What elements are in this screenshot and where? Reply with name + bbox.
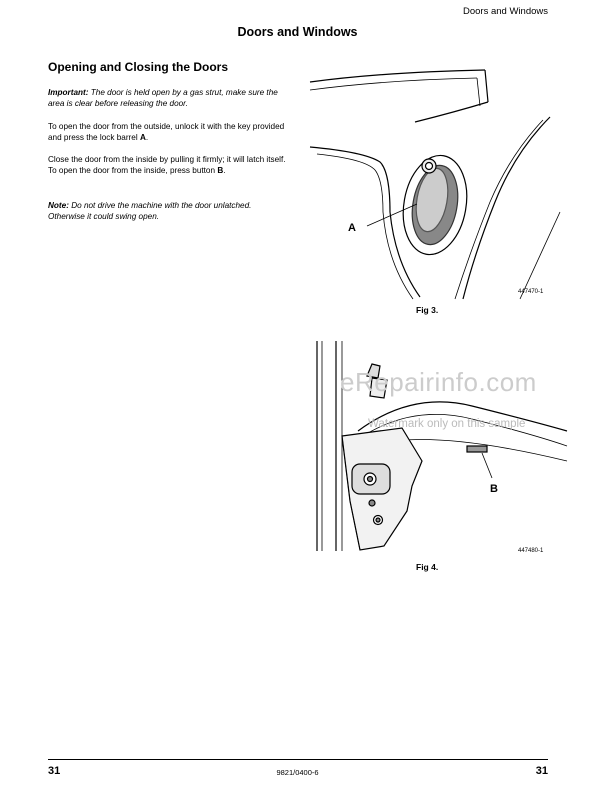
close-door-paragraph xyxy=(48,154,288,176)
callout-b: B xyxy=(490,483,498,495)
note-paragraph xyxy=(48,200,288,222)
running-header: Doors and Windows xyxy=(462,6,548,17)
watermark-site: eRepairinfo.com xyxy=(340,367,537,397)
page-number-left: 31 xyxy=(48,765,61,777)
page-title: Doors and Windows xyxy=(237,25,358,39)
open-door-paragraph xyxy=(48,121,288,143)
open-door-text: To open the door from the outside, unlock it with the key provided and press the lock barrel xyxy=(48,122,285,142)
document-code: 9821/0400-6 xyxy=(276,768,319,777)
note-label: Note: xyxy=(48,201,69,210)
close-door-text: Close the door from the inside by pulling it firmly; it will latch itself. To open the door from the inside, press button xyxy=(48,155,286,175)
fig4-caption: Fig 4. xyxy=(416,562,439,572)
footer-divider xyxy=(48,759,548,760)
close-door-end: . xyxy=(223,166,226,175)
watermark-notice: Watermark only on this sample xyxy=(368,418,526,430)
fig3-part-number: 447470-1 xyxy=(518,289,544,295)
fig4-part-number: 447480-1 xyxy=(518,548,544,554)
lock-barrel-label: A xyxy=(139,133,146,142)
button-label: B xyxy=(217,166,224,175)
important-paragraph xyxy=(48,87,288,109)
important-label: Important: xyxy=(48,88,89,97)
fig3-caption: Fig 3. xyxy=(416,305,439,315)
page-number-right: 31 xyxy=(535,765,548,777)
note-text: Do not drive the machine with the door unlatched. Otherwise it could swing open. xyxy=(48,201,252,221)
callout-a: A xyxy=(348,222,356,234)
open-door-end: . xyxy=(145,133,149,142)
section-heading: Opening and Closing the Doors xyxy=(48,60,228,74)
door-lock-illustration xyxy=(305,62,565,307)
important-text: The door is held open by a gas strut, make sure the area is clear before releasing the door. xyxy=(48,88,278,108)
